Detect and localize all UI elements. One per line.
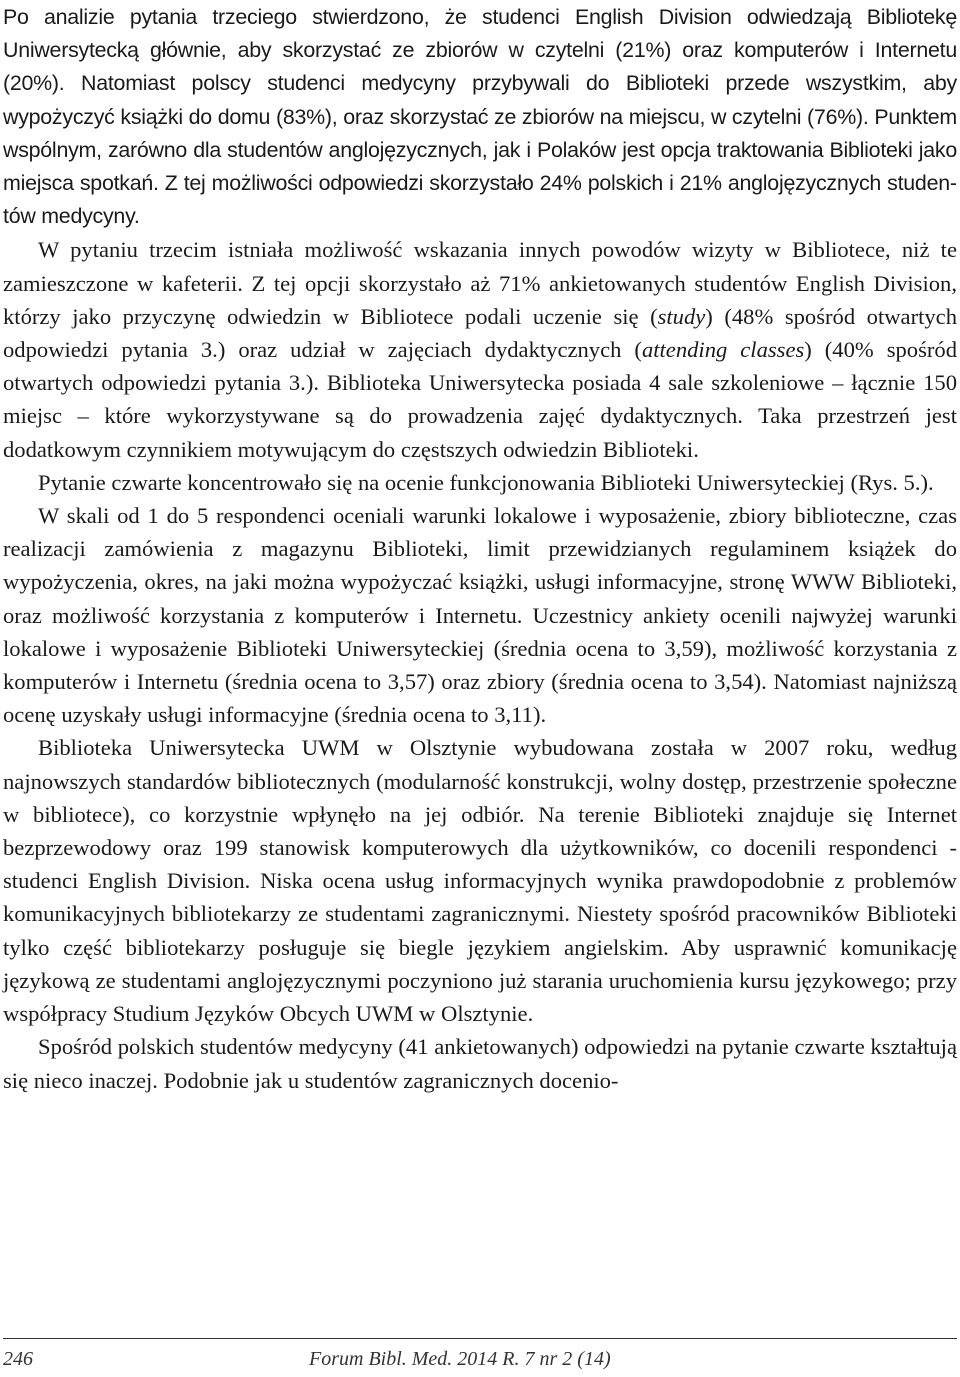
paragraph — [3, 731, 957, 1030]
text-run: Spośród polskich studentów medycyny (41 ankietowanych) odpowiedzi na pytanie czwarte kształtują się nieco inaczej. Podobnie jak u studentów zagranicznych docenio- — [3, 1034, 957, 1093]
journal-citation: Forum Bibl. Med. 2014 R. 7 nr 2 (14) — [309, 1348, 611, 1370]
text-run: ) (48% spośród otwartych odpowiedzi pytania 3.) oraz udział w zajęciach dydaktycznych ( — [3, 303, 957, 363]
paragraph — [3, 1030, 957, 1096]
paragraph — [3, 499, 957, 731]
text-run: Po analizie pytania trzeciego stwierdzono, że studenci English Division odwiedzają Bibliotekę Uniwersytecką głównie, aby skorzystać ze zbiorów w czytelni (21%) oraz komputerów i Internetu (20%). Natomiast polscy studenci medycyny przybywali do Biblioteki przede wszystkim, aby wypożyczyć książki do domu (83%), oraz skorzystać ze zbiorów na miejscu, w czytelni (76%). Punktem wspólnym, zarówno dla studentów anglojęzycznych, jak i Polaków jest opcja traktowania Biblioteki jako miejsca spotkań. Z tej możliwości odpowiedzi skorzystało 24% polskich i 21% anglojęzycznych studentów medycyny. — [3, 5, 957, 229]
paragraph — [3, 466, 957, 499]
page-number: 246 — [3, 1348, 33, 1370]
text-run: W skali od 1 do 5 respondenci oceniali warunki lokalowe i wyposażenie, zbiory biblioteczne, czas realizacji zamówienia z magazynu Biblioteki, limit przewidzianych regulaminem książek do wypożyczenia, okres, na jaki można wypożyczać książki, usługi informacyjne, stronę WWW Biblioteki, oraz możliwość korzystania z komputerów i Internetu. Uczestnicy ankiety ocenili najwyżej warunki lokalowe i wyposażenie Biblioteki Uniwersyteckiej (średnia ocena to 3,59), możliwość korzystania z komputerów i Internetu (średnia ocena to 3,57) oraz zbiory (średnia ocena to 3,54). Natomiast najniższą ocenę uzyskały usługi informacyjne (średnia ocena to 3,11). — [3, 503, 957, 728]
text-run: ) (40% spośród otwartych odpowiedzi pytania 3.). Biblioteka Uniwersytecka posiada 4 sale szkoleniowe – łącznie 150 miejsc – które wykorzystywane są do prowadzenia zajęć dydaktycznych. Taka przestrzeń jest dodatkowym czynnikiem motywującym do częstszych odwiedzin Biblioteki. — [3, 337, 957, 462]
paragraph — [3, 233, 957, 465]
footer-rule — [3, 1338, 957, 1339]
paragraph — [3, 1, 957, 233]
italic-term: study — [657, 303, 706, 329]
text-run: W pytaniu trzecim istniała możliwość wskazania innych powodów wizyty w Bibliotece, niż te zamieszczone w kafeterii. Z tej opcji skorzystało aż 71% ankietowanych studentów English Division, którzy jako przyczynę odwiedzin w Bibliotece podali uczenie się ( — [3, 237, 957, 329]
text-run: Pytanie czwarte koncentrowało się na ocenie funkcjonowania Biblioteki Uniwersyteckiej (Rys. 5.). — [38, 469, 934, 495]
text-run: Biblioteka Uniwersytecka UWM w Olsztynie wybudowana została w 2007 roku, według najnowszych standardów bibliotecznych (modularność konstrukcji, wolny dostęp, przestrzenie społeczne w bibliotece), co korzystnie wpłynęło na jej odbiór. Na terenie Biblioteki znajduje się Internet bezprzewodowy oraz 199 stanowisk komputerowych dla użytkowników, co docenili respondenci - studenci English Division. Niska ocena usług informacyjnych wynika prawdopodobnie z problemów komunikacyjnych bibliotekarzy ze studentami zagranicznymi. Niestety spośród pracowników Biblioteki tylko część bibliotekarzy posługuje się biegle językiem angielskim. Aby usprawnić komunikację językową ze studentami anglojęzycznymi poczyniono już starania uruchomienia kursu językowego; przy współpracy Studium Języków Obcych UWM w Olsztynie. — [3, 735, 957, 1027]
italic-term: attending classes — [641, 337, 805, 363]
body-text — [3, 1, 957, 1097]
page-footer — [3, 1348, 957, 1374]
